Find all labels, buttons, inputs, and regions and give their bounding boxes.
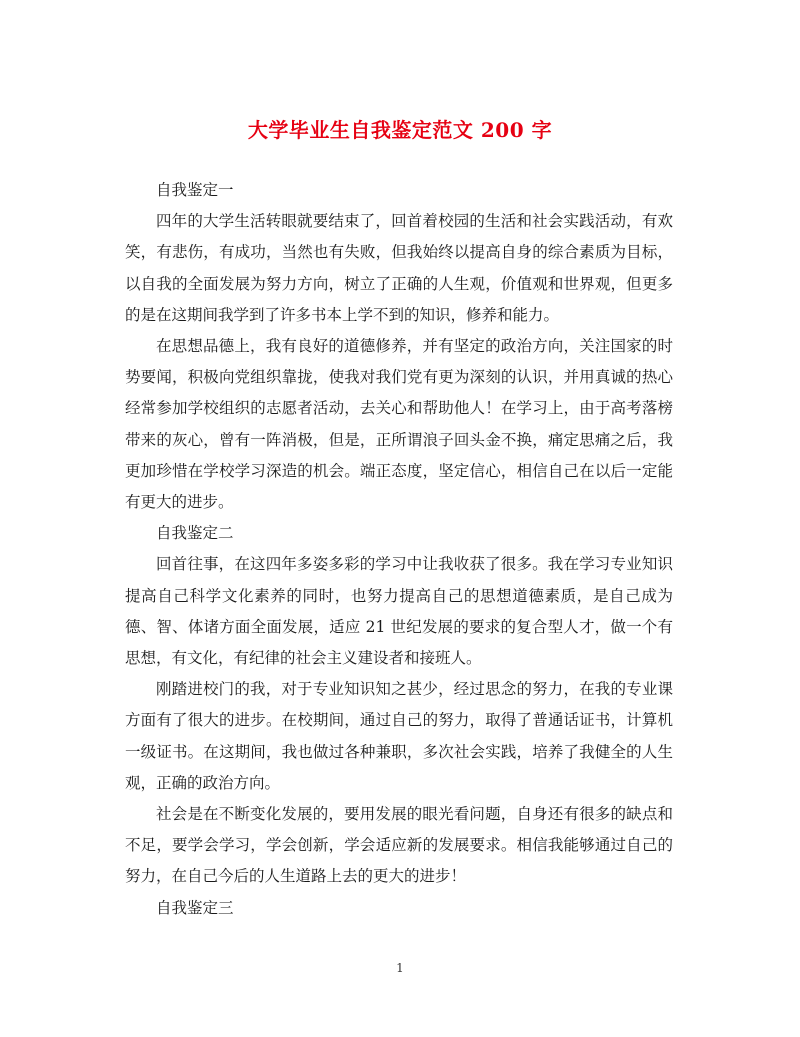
section-heading-1: 自我鉴定一: [156, 181, 234, 199]
paragraph: 回首往事，在这四年多姿多彩的学习中让我收获了很多。我在学习专业知识提高自己科学文化素养的同时，也努力提高自己的思想道德素质，是自己成为德、智、体诸方面全面发展，适应 21 世纪发展的要求的复合型人才，做一个有思想，有文化，有纪律的社会主义建设者和接班人。: [125, 555, 673, 668]
paragraph: 在思想品德上，我有良好的道德修养，并有坚定的政治方向，关注国家的时势要闻，积极向党组织靠拢，使我对我们党有更为深刻的认识，并用真诚的热心经常参加学校组织的志愿者活动，去关心和帮助他人！在学习上，由于高考落榜带来的灰心，曾有一阵消极，但是，正所谓浪子回头金不换，痛定思痛之后，我更加珍惜在学校学习深造的机会。端正态度，坚定信心，相信自己在以后一定能有更大的进步。: [125, 337, 673, 512]
section-heading-3: 自我鉴定三: [156, 898, 234, 917]
document-body: [125, 175, 673, 924]
section-heading-2: 自我鉴定二: [156, 524, 234, 543]
paragraph: 刚踏进校门的我，对于专业知识知之甚少，经过思念的努力，在我的专业课方面有了很大的进步。在校期间，通过自己的努力，取得了普通话证书，计算机一级证书。在这期间，我也做过各种兼职，多次社会实践，培养了我健全的人生观，正确的政治方向。: [125, 680, 673, 792]
document-title: 大学毕业生自我鉴定范文 200 字: [247, 118, 553, 142]
paragraph: 四年的大学生活转眼就要结束了，回首着校园的生活和社会实践活动，有欢笑，有悲伤，有成功，当然也有失败，但我始终以提高自身的综合素质为目标，以自我的全面发展为努力方向，树立了正确的人生观，价值观和世界观，但更多的是在这期间我学到了许多书本上学不到的知识，修养和能力。: [125, 212, 673, 324]
page-number: 1: [396, 961, 404, 975]
paragraph: 社会是在不断变化发展的，要用发展的眼光看问题，自身还有很多的缺点和不足，要学会学习，学会创新，学会适应新的发展要求。相信我能够通过自己的努力，在自己今后的人生道路上去的更大的进步！: [125, 805, 673, 886]
